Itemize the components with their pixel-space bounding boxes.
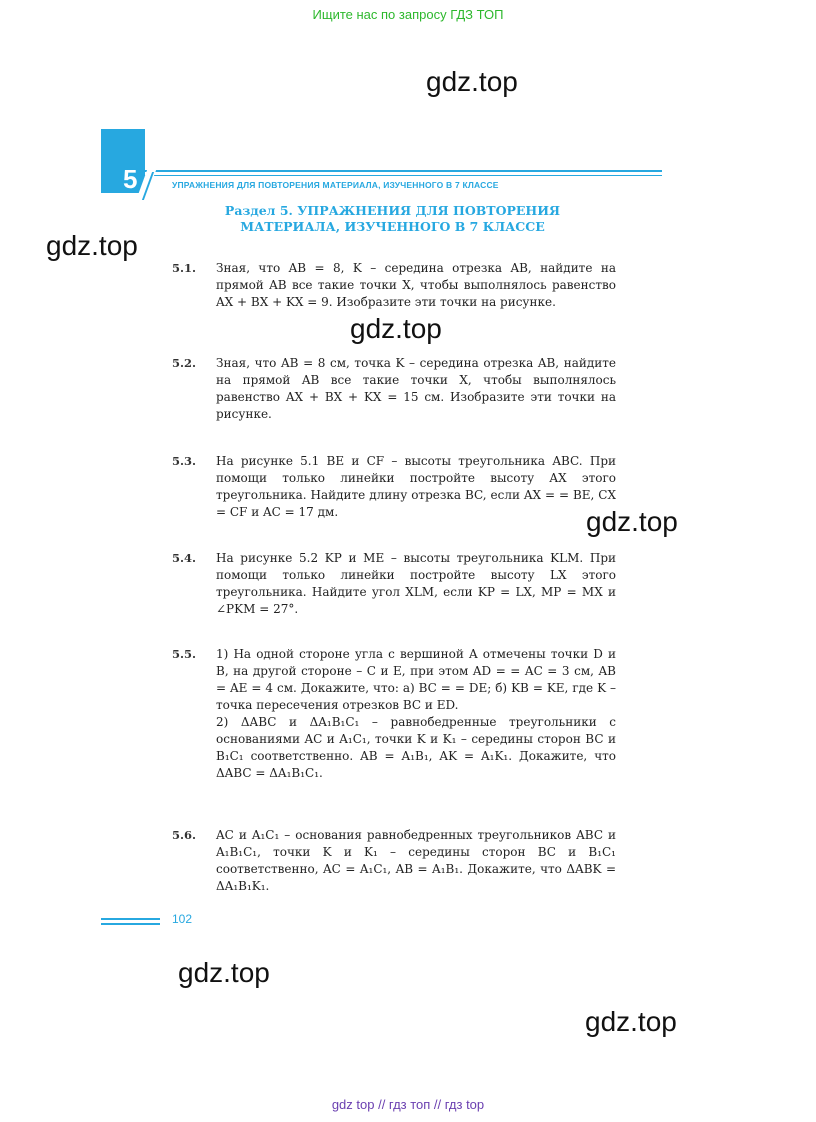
exercise-text: Зная, что AB = 8 см, точка K – середина отрезка AB, найдите на прямой AB все такие точки X, чтобы выполнялось равенство AX + BX + KX = 15 см. Изобразите эти точки на рисунке. [216,356,616,421]
chapter-number: 5 [123,164,138,194]
exercise [172,827,616,895]
exercise-number: 5.2. [172,356,197,370]
watermark: gdz.top [586,506,678,537]
section-title-line: МАТЕРИАЛА, ИЗУЧЕННОГО В 7 КЛАССЕ [240,219,545,234]
bottom-links[interactable]: gdz top // гдз топ // гдз top [331,1097,485,1112]
exercise-text: На рисунке 5.2 KP и ME – высоты треугольника KLM. При помощи только линейки постройте высоту LX этого треугольника. Найдите угол XLM, если KP = LX, MP = MX и ∠PKM = 27°. [216,551,616,616]
exercise-text: На рисунке 5.1 BE и CF – высоты треугольника ABC. При помощи только линейки постройте высоту AX этого треугольника. Найдите длину отрезка BC, если AX = = BE, CX = CF и AC = 17 дм. [216,454,616,519]
exercise [172,453,616,521]
exercise-number: 5.6. [172,828,197,842]
exercise-number: 5.3. [172,454,197,468]
section-title [175,203,610,235]
exercise-text-part2: 2) ΔABC и ΔA₁B₁C₁ – равнобедренные треугольники с основаниями AC и A₁C₁, точки K и K₁ – середины сторон BC и B₁C₁ соответственно. AB = A₁B₁, AK = A₁K₁. Докажите, что ΔABC = ΔA₁B₁C₁. [216,715,616,780]
exercise-text: 1) На одной стороне угла с вершиной A отмечены точки D и B, на другой стороне – C и E, при этом AD = = AC = 3 см, AB = AE = 4 см. Докажите, что: а) BC = = DE; б) KB = KE, где K – точка пересечения отрезков BC и ED. [216,647,616,712]
running-header: УПРАЖНЕНИЯ ДЛЯ ПОВТОРЕНИЯ МАТЕРИАЛА, ИЗУЧЕННОГО В 7 КЛАССЕ [172,180,499,190]
watermark: gdz.top [350,313,442,344]
page-number: 102 [172,912,193,926]
watermark: gdz.top [426,66,518,97]
watermark: gdz.top [46,230,138,261]
header-rule [145,175,662,176]
watermark: gdz.top [178,957,270,988]
exercise-number: 5.1. [172,261,197,275]
section-title-line: Раздел 5. УПРАЖНЕНИЯ ДЛЯ ПОВТОРЕНИЯ [224,203,561,218]
exercise-text: AC и A₁C₁ – основания равнобедренных треугольников ABC и A₁B₁C₁, точки K и K₁ – середины сторон BC и B₁C₁ соответственно, AC = A₁C₁, AB = A₁B₁. Докажите, что ΔABK = ΔA₁B₁K₁. [216,828,616,893]
top-search-link[interactable]: Ищите нас по запросу ГДЗ ТОП [312,7,504,22]
exercise [172,550,616,618]
exercise-text: Зная, что AB = 8, K – середина отрезка AB, найдите на прямой AB все такие точки X, чтобы выполнялось равенство AX + BX + KX = 9. Изобразите эти точки на рисунке. [216,261,616,309]
footer-rule [101,918,160,920]
header-rule [145,170,662,172]
exercise [172,646,616,782]
footer-rule [101,923,160,925]
exercise [172,355,616,423]
exercise-number: 5.4. [172,551,197,565]
exercise-number: 5.5. [172,647,197,661]
watermark: gdz.top [585,1006,677,1037]
exercise [172,260,616,311]
